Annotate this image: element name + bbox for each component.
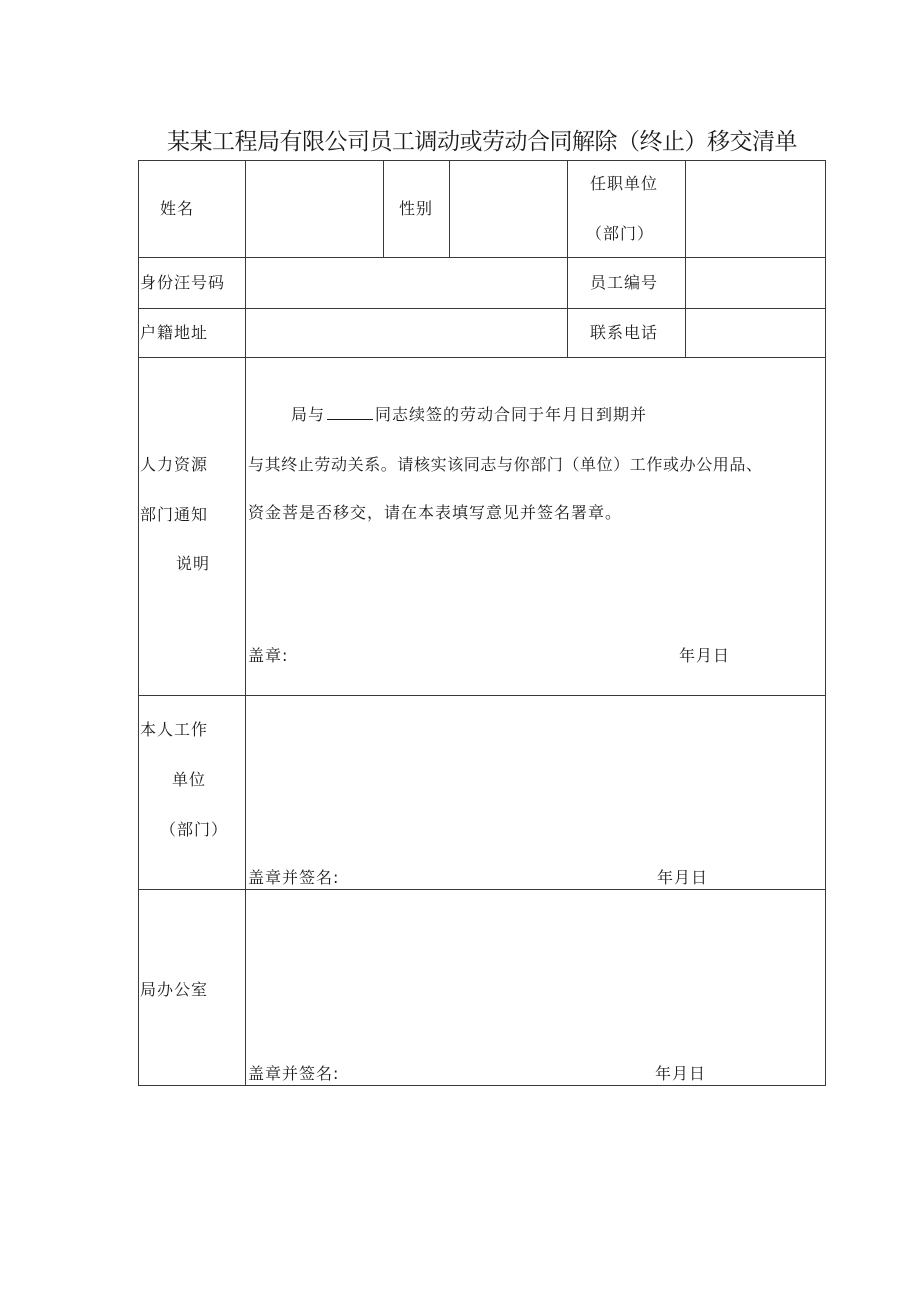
hr-notice-line3: 资金菩是否移交，请在本表填写意见并签名署章。 <box>248 503 623 522</box>
phone-label: 联系电话 <box>590 323 659 342</box>
hr-label-line2: 部门通知 <box>140 505 209 524</box>
office-label: 局办公室 <box>140 980 209 999</box>
table-border-right <box>825 160 826 1086</box>
employee-number-label: 员工编号 <box>590 273 659 292</box>
dept-label-line2: （部门） <box>586 224 655 243</box>
row-divider <box>138 889 826 890</box>
column-divider <box>567 160 568 358</box>
dept-seal-label: 盖章并签名: <box>248 868 340 887</box>
office-date-label: 年月日 <box>655 1064 707 1083</box>
address-label: 户籍地址 <box>140 323 209 342</box>
office-seal-label: 盖章并签名: <box>248 1064 340 1083</box>
hr-notice-line1 <box>291 404 647 425</box>
table-border-top <box>138 160 826 161</box>
row-divider <box>138 308 826 309</box>
table-border-left <box>138 160 139 1086</box>
dept-label-line2: 单位 <box>172 770 207 789</box>
column-divider <box>449 160 450 258</box>
column-divider <box>685 160 686 358</box>
name-blank <box>327 404 373 420</box>
id-number-label: 身份汪号码 <box>140 273 226 292</box>
hr-label-line1: 人力资源 <box>140 455 209 474</box>
hr-label-line3: 说明 <box>176 554 211 573</box>
table-border-bottom <box>138 1085 826 1086</box>
dept-label-line3: （部门） <box>160 820 229 839</box>
row-divider <box>138 257 826 258</box>
form-title: 某某工程局有限公司员工调动或劳动合同解除（终止）移交清单 <box>167 129 797 155</box>
row-divider <box>138 695 826 696</box>
hr-notice-part1: 局与 <box>291 405 326 424</box>
row-divider <box>138 357 826 358</box>
name-label: 姓名 <box>160 199 195 218</box>
dept-label-line1: 本人工作 <box>140 720 209 739</box>
dept-date-label: 年月日 <box>657 868 709 887</box>
hr-seal-label: 盖章: <box>248 646 289 665</box>
hr-date-label: 年月日 <box>679 646 731 665</box>
column-divider <box>383 160 384 258</box>
hr-notice-part2: 同志续签的劳动合同于年月日到期并 <box>375 405 648 424</box>
gender-label: 性别 <box>399 199 434 218</box>
hr-notice-line2: 与其终止劳动关系。请核实该同志与你部门（单位）工作或办公用品、 <box>248 455 763 474</box>
dept-label-line1: 任职单位 <box>590 174 659 193</box>
column-divider <box>245 160 246 1086</box>
